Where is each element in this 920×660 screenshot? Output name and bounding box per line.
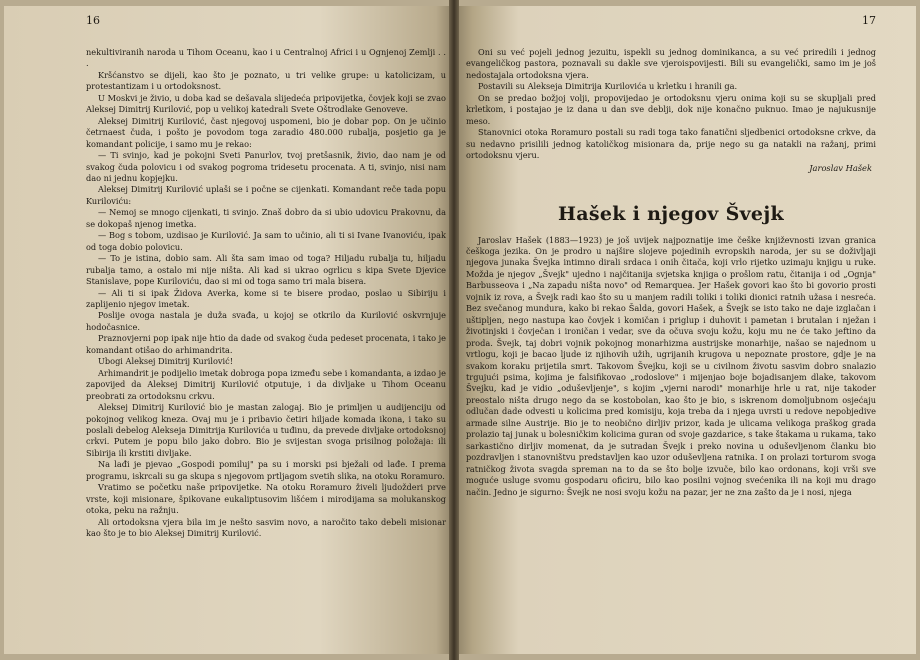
paragraph: Praznovjerni pop ipak nije htio da dade od svakog čuda pedeset procenata, i tako je komandant otišao do arhimandrita. xyxy=(86,333,446,355)
paragraph: Arhimandrit je podijelio imetak dobroga popa između sebe i komandanta, a izdao je zapovijed da Aleksej Dimitrij Kurilović otputuje, i da divljake u Tihom Oceanu preobrati za ortodoksnu crkvu. xyxy=(86,367,446,401)
story-ending-text xyxy=(466,47,876,162)
paragraph: Ali ortodoksna vjera bila im je nešto sasvim novo, a naročito tako debeli misionar kao što je to bio Aleksej Dimitrij Kurilović. xyxy=(86,516,446,539)
paragraph: Jaroslav Hašek (1883—1923) je još uvijek najpoznatije ime češke književnosti izvan granica češkoga jezika. On je prodro u najšire slojeve pojedinih evropskih naroda, jer su se doživljaji njegova junaka Švejka intimno dirali srdaca i onih čitača, koji vrlo rijetko uzimaju knjigu u ruke. Možda je njegov „Švejk" ujedno i najčitanija svjetska knjiga o prošlom ratu, čitanija i od „Ognja" Barbusseova i „Na zapadu ništa novo" od Remarquea. Jer Hašek govori kao što bi govorio prosti vojnik iz rova, a Švejk radi kao što su u manjem radili toliki i toliki dionici ratnih užasa i nesreća. Bez svečanog mundura, kako bi rekao Šalda, govori Hašek, a Švejk se isto tako ne daje izglačan i uštipljen, nego nastupa kao čovjek i komičan i priglup i duhovit i pametan i brutalan i nježan i životinjski i čovječan i ironičan i vedar, sve da očuva svoju kožu, koju mu ne će tako jeftino da proda. Švejk, taj dobri vojnik pokojnog monarhizma austrijske monarhije, našao se najednom u vrtlogu, koji je bacao ljude iz njihovih užih, ugrijanih krugova u nepoznate prostore, gdje je na svakom koraku prijetila smrt. Takovom Švejku, koji se u civilnom životu sasvim dobro snalazio trgujući psima, kojima je falsifikovao „rodoslove" i mijenjao boje bojadisanjem dlake, takovom Švejku, kad je vidio „oduševljenje", s kojim „vjerni narodi" monarhije hrle u rat, nije takoder preostalo ništa drugo nego da se kostobolan, kao što je bio, s iskrenom domoljubnom osjećaju odlučan dade odvesti u kolicima pred komisiju, koja treba da i njega uvrsti u redove nepobjedive armade silne Austrije. Bio je to neobično dirljiv prizor, kada je ulicama velikoga praškog grada prolazio taj junak u bolesničkim kolicima guran od svoje gazdarice, s take štakama u rukama, tako sarkastično dirljiv momenat, da je sutradan Švejk i preko novina u oduševljenom članku bio pozdravljen i stanovništvu predstavljen kao uzor oduševljena ratnika. I on prolazi torturom svoga ratničkog života svagda spreman na to da se što bolje izvuče, bilo kao ordonans, koji vrši sve moguće usluge svomu gospodaru oficiru, bilo kao posilni vojnog svećenika ili na koji mu drago način. Jedno je sigurno: Švejk ne nosi svoju kožu na pazar, jer ne zna zašto da je i nosi, njega xyxy=(466,234,876,497)
story-text xyxy=(86,47,446,539)
paragraph: U Moskvi je živio, u doba kad se dešavala slijedeća pripovijetka, čovjek koji se zvao Aleksej Dimitrij Kurilović, pop u velikoj katedrali Svete Oštrodlake Genoveve. xyxy=(86,92,446,115)
paragraph: Vratimo se početku naše pripovijetke. Na otoku Roramuro živeli ljudožderi prve vrste, koji misionare, špikovane eukaliptusovim lišćem i mirodijama sa molukanskog otoka, peku na ražnju. xyxy=(86,482,446,516)
paragraph: Aleksej Dimitrij Kurilović bio je mastan zalogaj. Bio je primljen u audijenciju od pokojnog velikog kneza. Ovaj mu je i pribavio četiri hiljade komada ikona, i tako su poslali debelog Alekseja Dimitrija Kurilovića u tuđinu, da prevede divljake ortodoksnoj crkvi. Putem je popu bilo jako dobro. Bio je svijestan svoga prisilnog položaja: ili Sibirija ili krstiti divljake. xyxy=(86,402,446,458)
paragraph: Aleksej Dimitrij Kurilović uplaši se i počne se cijenkati. Komandant reče tada popu Kuriloviću: xyxy=(86,184,446,206)
paragraph: Aleksej Dimitrij Kurilović, čast njegovoj uspomeni, bio je dobar pop. On je učinio četrnaest čuda, i pošto je povodom toga zaradio 480.000 rubalja, posjetio ga je komandant policije, i samo mu je rekao: xyxy=(86,115,446,149)
paragraph: Stanovnici otoka Roramuro postali su radi toga tako fanatični sljedbenici ortodoksne crkve, da su nedavno prisilili jednog katoličkog misionara da, prije nego su ga natakli na ražanj, primi ortodoksnu vjeru. xyxy=(466,127,876,161)
left-page xyxy=(4,6,454,654)
article-heading: Hašek i njegov Švejk xyxy=(558,202,784,225)
paragraph: Postavili su Alekseja Dimitrija Kurilovića u krletku i hranili ga. xyxy=(478,81,738,92)
author-signature: Jaroslav Hašek xyxy=(809,162,872,173)
book-gutter xyxy=(449,0,459,660)
paragraph: — Ali ti si ipak Židova Averka, kome si te bisere prodao, poslao u Sibiriju i zaplijenio njegov imetak. xyxy=(86,287,446,309)
page-number: 16 xyxy=(86,14,100,27)
article-text xyxy=(466,235,876,498)
page-number: 17 xyxy=(862,14,876,27)
paragraph: — Nemoj se mnogo cijenkati, ti svinjo. Znaš dobro da si ubio udovicu Prakovnu, da se dokopaš njenog imetka. xyxy=(86,207,446,229)
paragraph: — To je istina, dobio sam. Ali šta sam imao od toga? Hiljadu rubalja tu, hiljadu rubalja tamo, a ostalo mi nije ništa. Ali kad si ukrao ogrlicu s kipa Svete Djevice Stanislave, pope Kuriloviću, dao si mi od toga samo tri mala bisera. xyxy=(86,253,446,287)
paragraph: nekultiviranih naroda u Tihom Oceanu, kao i u Centralnoj Africi i u Ognjenoj Zemlji . . . xyxy=(86,47,446,69)
paragraph: On se predao božjoj volji, propovijedao je ortodoksnu vjeru onima koji su se skupljali pred krletkom, i postajao je iz dana u dan sve deblji, dok nije konačno puknuo. Imao je najukusnije meso. xyxy=(466,92,876,126)
paragraph: Kršćanstvo se dijeli, kao što je poznato, u tri velike grupe: u katolicizam, u protestantizam i u ortodoksnost. xyxy=(86,69,446,92)
paragraph: Poslije ovoga nastala je duža svađa, u kojoj se otkrilo da Kurilović oskvrnjuje hodočasnice. xyxy=(86,310,446,332)
paragraph: — Bog s tobom, uzdisao je Kurilović. Ja sam to učinio, ali ti si Ivane Ivanoviću, ipak od toga dobio polovicu. xyxy=(86,230,446,252)
paragraph: — Ti svinjo, kad je pokojni Sveti Panurlov, tvoj pretšasnik, živio, dao nam je od svakog čuda polovicu i od svakog pogroma tridesetu procenata. A ti, svinjo, nisi nam dao ni jednu kopjejku. xyxy=(86,150,446,183)
paragraph: Ubogi Aleksej Dimitrij Kurilović! xyxy=(98,356,233,367)
paragraph: Oni su već pojeli jednog jezuitu, ispekli su jednog dominikanca, a su već priredili i jednog evangeličkog pastora, poznavali su dakle sve vjeroispovijesti. Bili su evangelički, samo im je još nedostajala ortodoksna vjera. xyxy=(466,47,876,80)
right-page xyxy=(454,6,916,654)
paragraph: Na lađi je pjevao „Gospodi pomiluj" pa su i morski psi bježali od lađe. I prema programu, iskrcali su ga skupa s njegovom prtljagom svetih slika, na otoku Roramuro. xyxy=(86,459,446,481)
